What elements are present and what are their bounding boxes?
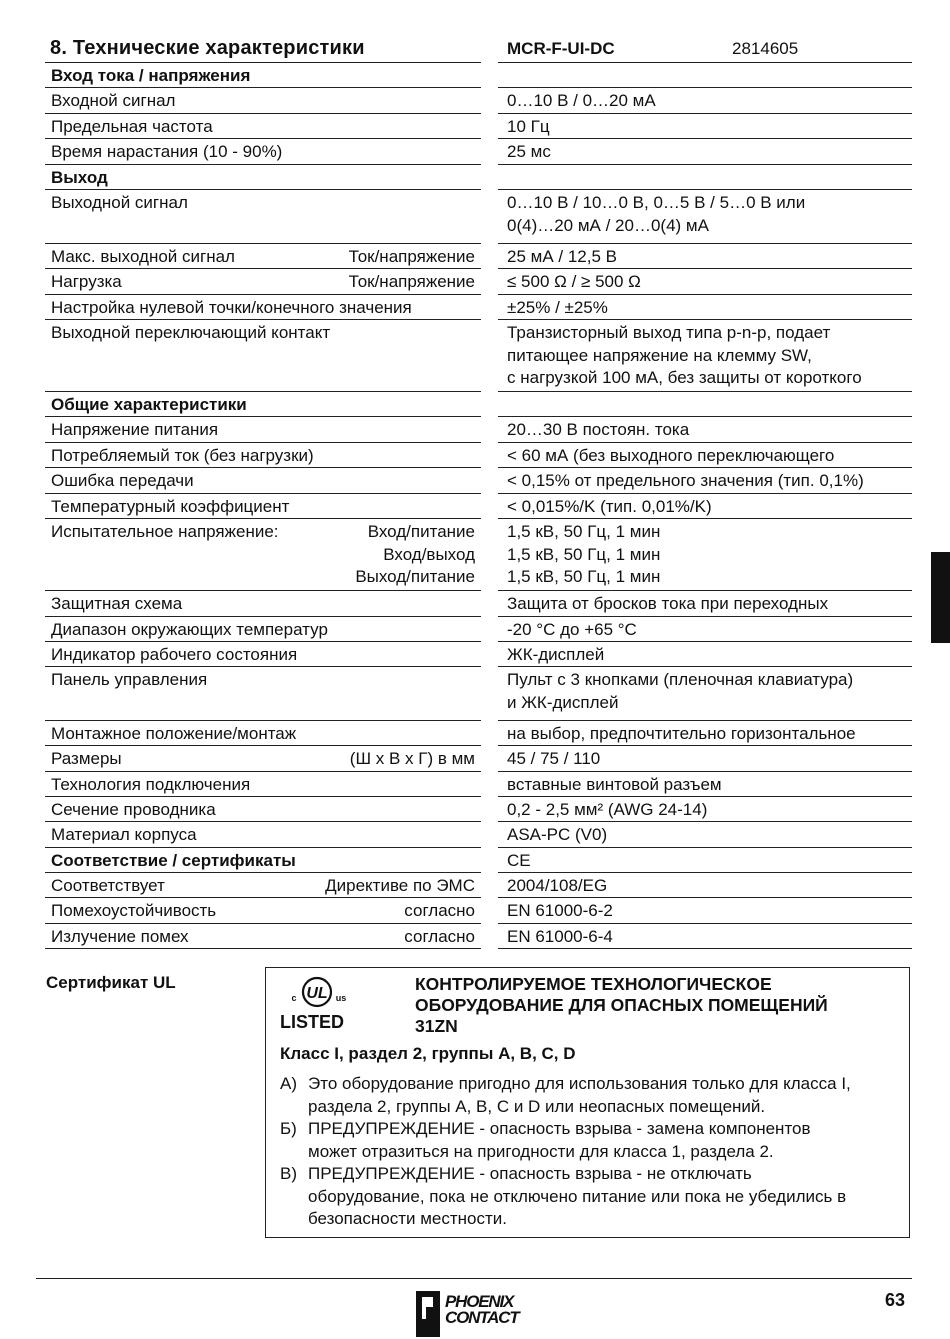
spec-label-cell	[45, 114, 481, 139]
spec-value: 10 Гц	[507, 117, 550, 136]
spec-label: Соответствует	[51, 876, 165, 895]
spec-value-cell	[498, 667, 912, 721]
spec-label: Напряжение питания	[51, 420, 219, 439]
spec-value: EN 61000-6-2	[507, 901, 613, 920]
spec-sublabel: Директиве по ЭМС	[325, 876, 475, 895]
spec-label: Потребляемый ток (без нагрузки)	[51, 446, 314, 465]
spec-label: Излучение помех	[51, 927, 189, 946]
spec-value: 0…10 В / 10…0 В, 0…5 В / 5…0 В или 0(4)…20 мА / 20…0(4) мА	[507, 193, 806, 235]
spec-label-cell	[45, 244, 481, 269]
ul-notes-list	[280, 1073, 851, 1231]
spec-label-cell	[45, 392, 481, 417]
spec-value-cell	[498, 591, 912, 617]
section-heading: Выход	[51, 168, 108, 187]
spec-row	[0, 269, 950, 295]
spec-value: 0,2 - 2,5 мм² (AWG 24-14)	[507, 800, 708, 819]
spec-value-cell	[498, 165, 912, 190]
spec-label: Нагрузка	[51, 272, 122, 291]
spec-label-cell	[45, 165, 481, 190]
spec-value: < 0,15% от предельного значения (тип. 0,1%)	[507, 471, 864, 490]
ul-note-marker: Б)	[280, 1119, 297, 1138]
spec-row	[0, 667, 950, 721]
section-heading: Общие характеристики	[51, 395, 247, 414]
spec-value-cell	[498, 797, 912, 822]
spec-label: Температурный коэффициент	[51, 497, 290, 516]
spec-label-cell	[45, 924, 481, 949]
spec-label-cell	[45, 591, 481, 617]
ul-note-line: ПРЕДУПРЕЖДЕНИЕ - опасность взрыва - замена компонентов	[308, 1119, 811, 1138]
spec-value-cell	[498, 269, 912, 295]
spec-value: EN 61000-6-4	[507, 927, 613, 946]
spec-label-cell	[45, 320, 481, 392]
spec-value: 25 мА / 12,5 В	[507, 247, 617, 266]
spec-row	[0, 88, 950, 114]
ul-section-label: Сертификат UL	[46, 973, 176, 992]
spec-value-cell	[498, 898, 912, 924]
spec-label-cell	[45, 190, 481, 244]
spec-label: Входной сигнал	[51, 91, 176, 110]
phoenix-contact-logo	[414, 1287, 536, 1339]
spec-label: Испытательное напряжение:	[51, 522, 279, 541]
ul-note-line: ПРЕДУПРЕЖДЕНИЕ - опасность взрыва - не отключать	[308, 1164, 752, 1183]
spec-label: Монтажное положение/монтаж	[51, 724, 297, 743]
spec-value-cell	[498, 88, 912, 114]
spec-sublabel: согласно	[404, 927, 475, 946]
ul-listed-logo	[281, 975, 353, 1009]
spec-row	[0, 417, 950, 443]
spec-value: ±25% / ±25%	[507, 298, 608, 317]
spec-value-cell	[498, 139, 912, 165]
spec-row	[0, 924, 950, 949]
spec-value-cell	[498, 772, 912, 797]
spec-value: ≤ 500 Ω / ≥ 500 Ω	[507, 272, 641, 291]
spec-value-cell	[498, 190, 912, 244]
spec-label-cell	[45, 822, 481, 848]
ul-note-line: оборудование, пока не отключено питание или пока не убедились в	[308, 1186, 847, 1206]
ul-note-line: раздела 2, группы A, B, C и D или неопасных помещений.	[308, 1096, 766, 1116]
spec-row	[0, 617, 950, 642]
spec-value-cell	[498, 295, 912, 320]
spec-label: Индикатор рабочего состояния	[51, 645, 298, 664]
spec-value-cell	[498, 392, 912, 417]
spec-row	[0, 898, 950, 924]
spec-value-cell	[498, 244, 912, 269]
spec-label-cell	[45, 746, 481, 772]
spec-label: Макс. выходной сигнал	[51, 247, 235, 266]
spec-label: Выходной сигнал	[51, 193, 188, 212]
spec-sublabel: Ток/напряжение	[348, 272, 475, 291]
ul-note-line: может отразиться на пригодности для класса 1, раздела 2.	[308, 1141, 774, 1161]
spec-row	[0, 746, 950, 772]
spec-label-cell	[45, 721, 481, 746]
spec-label: Настройка нулевой точки/конечного значения	[51, 298, 412, 317]
spec-value-cell	[498, 617, 912, 642]
svg-text:UL: UL	[306, 985, 328, 1002]
spec-row	[0, 114, 950, 139]
spec-value: < 60 мА (без выходного переключающего	[507, 446, 835, 465]
svg-text:us: us	[335, 993, 347, 1003]
spec-value-cell	[498, 417, 912, 443]
svg-text:c: c	[291, 993, 297, 1003]
spec-value-cell	[498, 63, 912, 88]
spec-label-cell	[45, 269, 481, 295]
spec-label: Выходной переключающий контакт	[51, 323, 331, 342]
svg-text:PHOENIX: PHOENIX	[445, 1292, 514, 1311]
spec-row	[0, 295, 950, 320]
spec-value-cell	[498, 494, 912, 519]
spec-label-cell	[45, 295, 481, 320]
section-heading: Соответствие / сертификаты	[51, 851, 296, 870]
spec-label: Технология подключения	[51, 775, 251, 794]
spec-row	[0, 139, 950, 165]
spec-label: Панель управления	[51, 670, 208, 689]
spec-row	[0, 822, 950, 848]
spec-row	[0, 772, 950, 797]
spec-row	[0, 244, 950, 269]
spec-value-cell	[498, 443, 912, 468]
spec-label-cell	[45, 139, 481, 165]
spec-row	[0, 468, 950, 494]
spec-row	[0, 494, 950, 519]
spec-value: < 0,015%/K (тип. 0,01%/K)	[507, 497, 712, 516]
spec-value-cell	[498, 519, 912, 591]
spec-row	[0, 63, 950, 88]
spec-label: Время нарастания (10 - 90%)	[51, 142, 283, 161]
spec-value: Пульт с 3 кнопками (пленочная клавиатура) и ЖК-дисплей	[507, 670, 854, 712]
spec-label-cell	[45, 873, 481, 898]
page-title: 8. Технические характеристики	[50, 37, 365, 59]
ul-note-marker: В)	[280, 1164, 297, 1183]
spec-row	[0, 848, 950, 873]
section-tab-marker	[931, 552, 950, 643]
spec-value: вставные винтовой разъем	[507, 775, 722, 794]
spec-value-cell	[498, 721, 912, 746]
spec-label-cell	[45, 642, 481, 667]
spec-value-cell	[498, 746, 912, 772]
spec-label-cell	[45, 617, 481, 642]
spec-value: 25 мс	[507, 142, 551, 161]
footer-divider	[36, 1278, 912, 1279]
spec-value-cell	[498, 114, 912, 139]
spec-row	[0, 591, 950, 617]
ul-note-item	[280, 1163, 851, 1231]
ul-title: КОНТРОЛИРУЕМОЕ ТЕХНОЛОГИЧЕСКОЕ ОБОРУДОВАНИЕ ДЛЯ ОПАСНЫХ ПОМЕЩЕНИЙ 31ZN	[415, 974, 828, 1036]
spec-label-cell	[45, 519, 481, 591]
spec-label: Помехоустойчивость	[51, 901, 217, 920]
spec-row	[0, 797, 950, 822]
spec-row	[0, 721, 950, 746]
spec-label-cell	[45, 443, 481, 468]
spec-value-cell	[498, 642, 912, 667]
spec-row	[0, 320, 950, 392]
ul-note-line: Это оборудование пригодно для использования только для класса I,	[308, 1074, 851, 1093]
spec-value: 20…30 В постоян. тока	[507, 420, 690, 439]
ul-note-marker: A)	[280, 1074, 297, 1093]
spec-sublabel: согласно	[404, 901, 475, 920]
spec-label-cell	[45, 468, 481, 494]
spec-value: ЖК-дисплей	[507, 645, 605, 664]
spec-value: 2004/108/EG	[507, 876, 608, 895]
spec-label-cell	[45, 88, 481, 114]
spec-value: Транзисторный выход типа p-n-p, подает питающее напряжение на клемму SW, с нагрузкой 100 мА, без защиты от короткого	[507, 323, 862, 387]
spec-label: Диапазон окружающих температур	[51, 620, 328, 639]
spec-value: Защита от бросков тока при переходных	[507, 594, 829, 613]
spec-label: Защитная схема	[51, 594, 183, 613]
spec-value-cell	[498, 822, 912, 848]
svg-text:CONTACT: CONTACT	[445, 1308, 519, 1327]
spec-label: Ошибка передачи	[51, 471, 194, 490]
spec-value: -20 °C до +65 °C	[507, 620, 637, 639]
spec-value: ASA-PC (V0)	[507, 825, 608, 844]
spec-value: 1,5 кВ, 50 Гц, 1 мин 1,5 кВ, 50 Гц, 1 мин 1,5 кВ, 50 Гц, 1 мин	[507, 522, 661, 586]
spec-label-cell	[45, 63, 481, 88]
ul-certificate-box	[265, 967, 910, 1238]
spec-row	[0, 190, 950, 244]
spec-value: 0…10 В / 0…20 мА	[507, 91, 656, 110]
spec-row	[0, 165, 950, 190]
spec-value-cell	[498, 468, 912, 494]
section-heading: Вход тока / напряжения	[51, 66, 251, 85]
spec-label-cell	[45, 797, 481, 822]
spec-label: Предельная частота	[51, 117, 213, 136]
spec-row	[0, 519, 950, 591]
spec-row	[0, 873, 950, 898]
spec-sublabel: Ток/напряжение	[348, 247, 475, 266]
ul-note-item	[280, 1073, 851, 1118]
spec-label: Размеры	[51, 749, 122, 768]
model-name: MCR-F-UI-DC	[507, 39, 615, 58]
article-number: 2814605	[732, 39, 799, 58]
spec-label-cell	[45, 772, 481, 797]
spec-value-cell	[498, 924, 912, 949]
spec-label-cell	[45, 417, 481, 443]
listed-label: LISTED	[280, 1012, 345, 1032]
spec-value: 45 / 75 / 110	[507, 749, 601, 768]
spec-value-cell	[498, 848, 912, 873]
spec-value: CE	[507, 851, 531, 870]
spec-row	[0, 392, 950, 417]
ul-note-line: безопасности местности.	[308, 1209, 507, 1228]
spec-value: на выбор, предпочтительно горизонтальное	[507, 724, 856, 743]
spec-value-cell	[498, 873, 912, 898]
spec-label: Материал корпуса	[51, 825, 197, 844]
spec-value-cell	[498, 320, 912, 392]
spec-label-cell	[45, 667, 481, 721]
page-number: 63	[885, 1290, 906, 1310]
ul-class-line: Класс I, раздел 2, группы A, B, C, D	[280, 1044, 576, 1063]
spec-sublabel: Вход/питание Вход/выход Выход/питание	[355, 522, 475, 586]
spec-sublabel: (Ш х В х Г) в мм	[349, 749, 475, 768]
spec-row	[0, 443, 950, 468]
spec-label-cell	[45, 848, 481, 873]
ul-note-item	[280, 1118, 851, 1163]
spec-label-cell	[45, 494, 481, 519]
spec-row	[0, 642, 950, 667]
spec-label: Сечение проводника	[51, 800, 216, 819]
spec-label-cell	[45, 898, 481, 924]
